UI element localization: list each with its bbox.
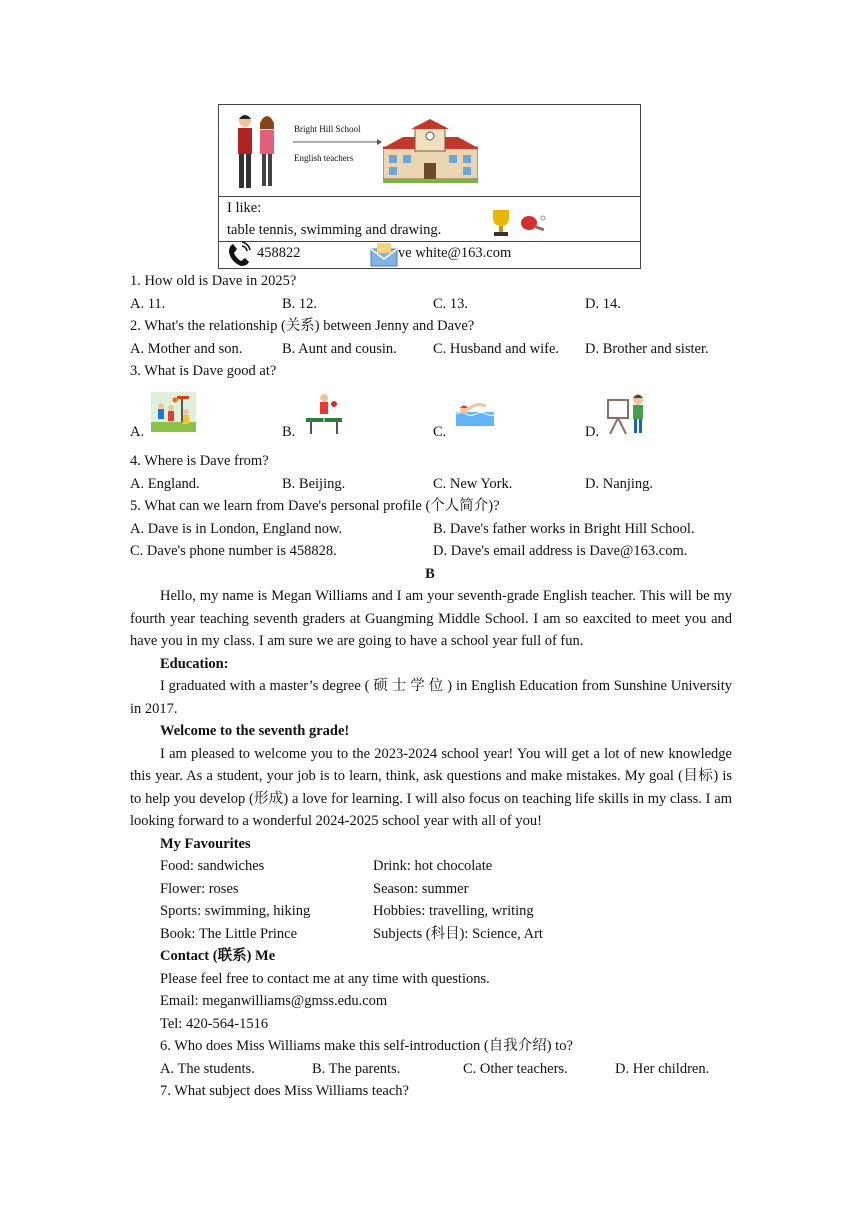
question-1: 1. How old is Dave in 2025?: [130, 273, 297, 289]
q6-option-c: C. Other teachers.: [463, 1060, 568, 1077]
email-icon: [370, 243, 398, 267]
q5-option-b: B. Dave's father works in Bright Hill School.: [433, 520, 695, 537]
question-6: 6. Who does Miss Williams make this self-introduction (自我介绍) to?: [160, 1038, 573, 1054]
q3-option-c: C.: [433, 424, 447, 440]
q1-option-b: B. 12.: [282, 295, 318, 312]
intro-paragraph: Hello, my name is Megan Williams and I am your seventh-grade English teacher. This will be my fourth year teaching seventh graders at Guangming Middle School. I am so eaxcited to meet you and have you in my class. I am sure we are going to have a school year full of fun.: [130, 588, 732, 649]
school-label: Bright Hill School: [294, 124, 361, 134]
swimmer-image: [456, 396, 494, 426]
q1-option-c: C. 13.: [433, 295, 469, 312]
phone-number: 458822: [257, 245, 301, 261]
favourite-hobbies: Hobbies: travelling, writing: [373, 903, 534, 919]
email-address: ve white@163.com: [398, 245, 512, 261]
education-paragraph: I graduated with a master’s degree ( 硕 士 学 位 ) in English Education from Sunshine University in 2017.: [130, 678, 732, 717]
q1-option-a: A. 11.: [130, 295, 166, 312]
q1-option-d: D. 14.: [585, 295, 621, 312]
q3-option-d: D.: [585, 424, 600, 440]
question-4: 4. Where is Dave from?: [130, 453, 269, 469]
favourite-food: Food: sandwiches: [160, 858, 265, 874]
favourite-subjects: Subjects (科目): Science, Art: [373, 925, 543, 942]
q3-option-b: B.: [282, 424, 296, 440]
table-tennis-player-image: [304, 392, 344, 434]
question-3: 3. What is Dave good at?: [130, 363, 277, 379]
q5-option-c: C. Dave's phone number is 458828.: [130, 543, 337, 559]
q3-option-a: A.: [130, 424, 145, 440]
q6-option-b: B. The parents.: [312, 1060, 401, 1077]
role-label: English teachers: [294, 153, 354, 163]
likes-title: I like:: [227, 200, 262, 216]
profile-card: [218, 104, 641, 269]
q4-option-a: A. England.: [130, 475, 200, 492]
contact-text: Please feel free to contact me at any time with questions.: [160, 970, 490, 987]
question-2: 2. What's the relationship (关系) between Jenny and Dave?: [130, 318, 475, 334]
contact-heading: Contact (联系) Me: [160, 948, 276, 964]
contact-email: Email: meganwilliams@gmss.edu.com: [160, 993, 388, 1009]
q2-option-d: D. Brother and sister.: [585, 340, 709, 357]
q4-option-b: B. Beijing.: [282, 475, 346, 492]
favourite-season: Season: summer: [373, 880, 469, 897]
contact-row: [219, 241, 640, 269]
likes-row: [219, 196, 640, 242]
parents-image: [233, 111, 281, 191]
school-building-image: [383, 119, 478, 183]
q2-option-a: A. Mother and son.: [130, 340, 243, 357]
arrow-icon: [293, 138, 383, 146]
contact-tel: Tel: 420-564-1516: [160, 1015, 269, 1032]
question-7: 7. What subject does Miss Williams teach?: [160, 1083, 409, 1099]
q6-option-d: D. Her children.: [615, 1060, 710, 1077]
favourite-sports: Sports: swimming, hiking: [160, 903, 311, 919]
favourites-heading: My Favourites: [160, 835, 251, 852]
phone-icon: [227, 242, 251, 268]
likes-text: table tennis, swimming and drawing.: [227, 222, 442, 238]
education-heading: Education:: [160, 655, 229, 672]
favourite-flower: Flower: roses: [160, 880, 239, 897]
q2-option-c: C. Husband and wife.: [433, 340, 560, 357]
q5-option-d: D. Dave's email address is Dave@163.com.: [433, 543, 688, 559]
q2-option-b: B. Aunt and cousin.: [282, 340, 397, 357]
favourite-book: Book: The Little Prince: [160, 925, 298, 942]
welcome-paragraph: I am pleased to welcome you to the 2023-2024 school year! You will get a lot of new knowledge this year. As a student, your job is to learn, think, ask questions and make mistakes. My goal (目标) is to help you develop (形成) a love for learning. I will also focus on teaching life skills in my class. I am looking forward to a wonderful 2024-2025 school year with all of you!: [130, 745, 732, 829]
favourite-drink: Drink: hot chocolate: [373, 858, 493, 874]
q5-option-a: A. Dave is in London, England now.: [130, 520, 343, 537]
painting-boy-image: [606, 392, 650, 434]
q4-option-c: C. New York.: [433, 475, 513, 492]
welcome-heading: Welcome to the seventh grade!: [160, 723, 350, 739]
profile-header-row: [219, 105, 640, 197]
question-5: 5. What can we learn from Dave's personal profile (个人简介)?: [130, 498, 500, 514]
ping-pong-icon: [519, 214, 547, 232]
basketball-players-image: [151, 392, 196, 432]
q4-option-d: D. Nanjing.: [585, 475, 654, 492]
trophy-icon: [489, 208, 513, 238]
section-b-heading: B: [425, 565, 435, 582]
q6-option-a: A. The students.: [160, 1060, 255, 1077]
